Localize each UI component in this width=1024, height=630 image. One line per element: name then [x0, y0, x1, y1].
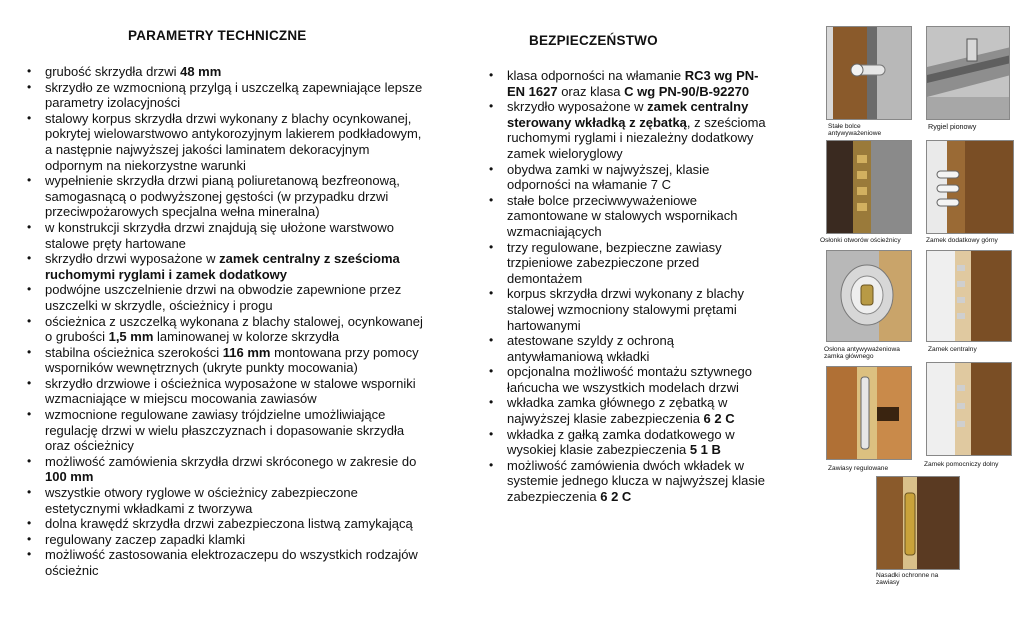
security-features-list [507, 68, 767, 505]
text-segment: obydwa zamki w najwyższej, klasie odporności na włamanie 7 C [507, 161, 710, 193]
bold-text: 116 mm [222, 344, 271, 360]
text-segment: podwójne uszczelnienie drzwi na obwodzie zapewnione przez uszczelki w skrzydle, ościeżnicy i progu [45, 282, 402, 313]
text-segment: klasa odporności na włamanie [507, 68, 685, 83]
list-item [507, 333, 767, 364]
bold-text: zamek centralny sterowany wkładką z zębatką [507, 99, 749, 130]
list-item [45, 64, 427, 80]
text-segment: wkładka z gałką zamka dodatkowego w wysokiej klasie zabezpieczenia [507, 426, 735, 458]
technical-parameters-list [45, 64, 427, 579]
list-item [507, 395, 767, 426]
caption-zamek-centralny: Zamek centralny [928, 346, 977, 353]
list-item [45, 282, 427, 313]
text-segment: oraz klasa [557, 83, 625, 99]
caption-nasadki: Nasadki ochronne na zawiasy [876, 572, 939, 587]
list-item [507, 427, 767, 458]
list-item [507, 162, 767, 193]
text-segment: grubość skrzydła drzwi [45, 64, 181, 79]
list-item [507, 193, 767, 240]
list-item [45, 485, 427, 516]
list-item [45, 220, 427, 251]
list-item [507, 68, 767, 99]
caption-oslonki: Osłonki otworów ościeżnicy [820, 237, 901, 244]
bold-text: C wg PN-90/B-92270 [624, 83, 750, 99]
text-segment: ościeżnica z uszczelką wykonana z blachy stalowej, ocynkowanej o grubości [45, 313, 423, 345]
text-segment: regulowany zaczep zapadki klamki [45, 531, 246, 547]
text-segment: atestowane szyldy z ochroną antywłamaniową wkładki [507, 333, 674, 364]
text-segment: w konstrukcji skrzydła drzwi znajdują się ułożone warstwowo stalowe pręty hartowane [45, 219, 394, 251]
left-heading: PARAMETRY TECHNICZNE [128, 28, 307, 43]
list-item [45, 407, 427, 454]
caption-zamek-gorny: Zamek dodatkowy górny [926, 237, 998, 244]
list-item [45, 454, 427, 485]
bold-text: 6 2 C [600, 489, 632, 505]
text-segment: możliwość zamówienia skrzydła drzwi skróconego w zakresie do [45, 453, 417, 469]
bold-text: 5 1 B [689, 442, 721, 458]
list-item [45, 345, 427, 376]
text-segment: stabilna ościeżnica szerokości [45, 344, 223, 360]
text-segment: skrzydło ze wzmocnioną przylgą i uszczelką zapewniające lepsze parametry izolacyjności [45, 79, 423, 111]
bold-text: 48 mm [180, 64, 222, 79]
text-segment: wszystkie otwory ryglowe w ościeżnicy zabezpieczone estetycznymi wkładkami z tworzywa [45, 485, 358, 516]
text-segment: stalowy korpus skrzydła drzwi wykonany z blachy ocynkowanej, pokrytej wielowarstwowo antykorozyjnym lakierem podkładowym, a następnie najwyższej jakości laminatem dekoracyjnym odpornym na niekorzystne warunki [45, 110, 422, 173]
text-segment: skrzydło wyposażone w [507, 99, 648, 115]
list-item [45, 251, 427, 282]
list-item [507, 99, 767, 161]
text-segment: montowana przy pomocy wsporników wewnętrznych (ukryte punkty mocowania) [45, 344, 419, 376]
bold-text: 1,5 mm [108, 329, 154, 345]
list-item [507, 286, 767, 333]
list-item [45, 547, 427, 578]
caption-zamek-dolny: Zamek pomocniczy dolny [924, 461, 999, 468]
list-item [45, 376, 427, 407]
list-item [45, 80, 427, 111]
text-segment: możliwość zastosowania elektrozaczepu do wszystkich rodzajów ościeżnic [45, 547, 418, 578]
text-segment: , z sześcioma ruchomymi ryglami i niezależny dodatkowy zamek wieloryglowy [507, 114, 766, 161]
text-segment: skrzydło drzwi wyposażone w [45, 251, 220, 267]
text-segment: dolna krawędź skrzydła drzwi zabezpieczona listwą zamykającą [45, 516, 413, 532]
caption-bolce: Stałe bolce antywyważeniowe [828, 123, 882, 138]
text-segment: opcjonalna możliwość montażu sztywnego łańcucha we wszystkich modelach drzwi [507, 364, 752, 395]
text-segment: wypełnienie skrzydła drzwi pianą poliuretanową bezfreonową, samogasnącą o podwyższonej gęstości (w przypadku drzwi przeciwpożarowych specjalna wełna mineralna) [45, 173, 400, 220]
list-item [45, 532, 427, 548]
text-segment: laminowanej w kolorze skrzydła [153, 329, 340, 345]
text-segment: wkładka zamka głównego z zębatką w najwyższej klasie zabezpieczenia [507, 395, 728, 427]
list-item [45, 173, 427, 220]
caption-zawiasy: Zawiasy regulowane [828, 465, 889, 472]
list-item [45, 516, 427, 532]
text-segment: skrzydło drzwiowe i ościeżnica wyposażone w stalowe wsporniki wzmacniające w miejscu mocowania zawiasów [45, 375, 416, 407]
list-item [45, 111, 427, 173]
list-item [45, 314, 427, 345]
text-segment: trzy regulowane, bezpieczne zawiasy trzpieniowe zabezpieczone przed demontażem [507, 239, 722, 286]
text-segment: wzmocnione regulowane zawiasy trójdzielne umożliwiające regulację drzwi w wielu płaszczyznach i dopasowanie skrzydła oraz ościeżnicy [45, 407, 405, 454]
list-item [507, 240, 767, 287]
bold-text: 100 mm [45, 469, 94, 485]
list-item [507, 364, 767, 395]
text-segment: stałe bolce przeciwwyważeniowe zamontowane w stalowych wspornikach wzmacniających [507, 192, 738, 239]
list-item [507, 458, 767, 505]
text-segment: korpus skrzydła drzwi wykonany z blachy stalowej wzmocniony stalowymi prętami hartowanymi [507, 286, 744, 333]
right-heading: BEZPIECZEŃSTWO [529, 33, 658, 48]
caption-oslona: Osłona antywyważeniowa zamka głównego [824, 346, 900, 361]
bold-text: zamek centralny z sześcioma ruchomymi ryglami i zamek dodatkowy [45, 251, 400, 282]
caption-rygiel: Rygiel pionowy [928, 122, 977, 131]
bold-text: 6 2 C [703, 411, 735, 427]
bold-text: RC3 wg PN-EN 1627 [507, 68, 759, 99]
text-segment: możliwość zamówienia dwóch wkładek w systemie jednego klucza w najwyższej klasie zabezpieczenia [507, 457, 765, 505]
